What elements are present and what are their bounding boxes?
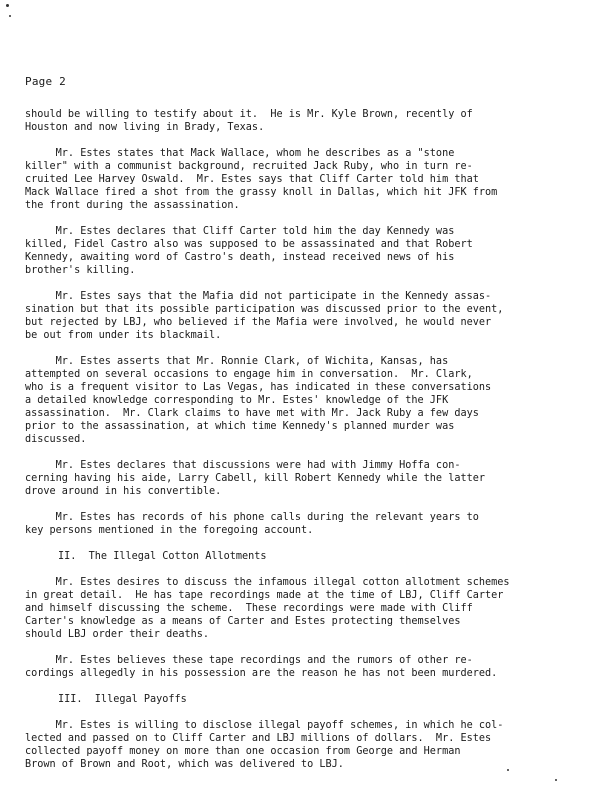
heading-text: II. The Illegal Cotton Allotments <box>58 551 267 562</box>
text-line: collected payoff money on more than one occasion from George and Herman <box>25 746 461 757</box>
paragraph <box>25 719 504 771</box>
text-line: in great detail. He has tape recordings made at the time of LBJ, Cliff Carter <box>25 590 504 601</box>
text-line: cordings allegedly in his possession are the reason he has not been murdered. <box>25 668 498 679</box>
scan-speck <box>6 4 9 7</box>
text-line: and himself discussing the scheme. These recordings were made with Cliff <box>25 603 473 614</box>
text-line: cerning having his aide, Larry Cabell, kill Robert Kennedy while the latter <box>25 473 486 484</box>
paragraph-gap <box>25 706 495 719</box>
text-line: brother's killing. <box>25 265 136 276</box>
text-line: Carter's knowledge as a means of Carter and Estes protecting themselves <box>25 616 461 627</box>
text-line: but rejected by LBJ, who believed if the Mafia were involved, he would never <box>25 317 492 328</box>
paragraph <box>25 654 498 680</box>
text-line: attempted on several occasions to engage him in conversation. Mr. Clark, <box>25 369 473 380</box>
text-line: discussed. <box>25 434 87 445</box>
paragraph <box>25 225 495 277</box>
text-line: a detailed knowledge corresponding to Mr. Estes' knowledge of the JFK <box>25 395 449 406</box>
text-line: should LBJ order their deaths. <box>25 629 210 640</box>
paragraph <box>25 511 495 537</box>
text-line: killer" with a communist background, recruited Jack Ruby, who in turn re- <box>25 161 473 172</box>
text-line: Mr. Estes states that Mack Wallace, whom he describes as a "stone <box>25 148 455 159</box>
text-line: Mr. Estes says that the Mafia did not participate in the Kennedy assas- <box>25 291 492 302</box>
text-line: killed, Fidel Castro also was supposed to be assassinated and that Robert <box>25 239 473 250</box>
page-number: Page 2 <box>25 75 66 88</box>
paragraph-gap <box>25 212 495 225</box>
text-line: Houston and now living in Brady, Texas. <box>25 122 265 133</box>
text-line: cruited Lee Harvey Oswald. Mr. Estes says that Cliff Carter told him that <box>25 174 479 185</box>
paragraph-gap <box>25 680 495 693</box>
paragraph <box>25 147 498 212</box>
text-line: Mr. Estes declares that Cliff Carter told him the day Kennedy was <box>25 226 455 237</box>
scan-speck <box>9 15 11 17</box>
text-line: who is a frequent visitor to Las Vegas, has indicated in these conversations <box>25 382 492 393</box>
paragraph-gap <box>25 563 495 576</box>
text-line: Brown of Brown and Root, which was delivered to LBJ. <box>25 759 344 770</box>
paragraph <box>25 355 495 446</box>
text-line: prior to the assassination, at which time Kennedy's planned murder was <box>25 421 455 432</box>
scan-speck <box>507 769 509 771</box>
section-heading <box>25 550 495 563</box>
paragraph-gap <box>25 277 495 290</box>
document-body <box>25 108 510 771</box>
text-line: drove around in his convertible. <box>25 486 222 497</box>
text-line: Mr. Estes has records of his phone calls during the relevant years to <box>25 512 479 523</box>
text-line: Mr. Estes asserts that Mr. Ronnie Clark, of Wichita, Kansas, has <box>25 356 449 367</box>
paragraph-gap <box>25 134 495 147</box>
text-line: be out from under its blackmail. <box>25 330 222 341</box>
text-line: sination but that its possible participation was discussed prior to the event, <box>25 304 504 315</box>
paragraph-gap <box>25 446 495 459</box>
text-line: Mr. Estes declares that discussions were had with Jimmy Hoffa con- <box>25 460 461 471</box>
text-line: key persons mentioned in the foregoing account. <box>25 525 314 536</box>
paragraph <box>25 576 510 641</box>
paragraph-gap <box>25 498 495 511</box>
scan-speck <box>555 779 557 781</box>
paragraph-gap <box>25 342 495 355</box>
paragraph <box>25 459 495 498</box>
section-heading <box>25 693 495 706</box>
text-line: Mr. Estes desires to discuss the infamous illegal cotton allotment schemes <box>25 577 510 588</box>
paragraph <box>25 290 504 342</box>
text-line: Mack Wallace fired a shot from the grassy knoll in Dallas, which hit JFK from <box>25 187 498 198</box>
paragraph <box>25 108 495 134</box>
text-line: should be willing to testify about it. He is Mr. Kyle Brown, recently of <box>25 109 473 120</box>
text-line: Mr. Estes is willing to disclose illegal payoff schemes, in which he col- <box>25 720 504 731</box>
paragraph-gap <box>25 641 495 654</box>
text-line: lected and passed on to Cliff Carter and LBJ millions of dollars. Mr. Estes <box>25 733 492 744</box>
text-line: the front during the assassination. <box>25 200 240 211</box>
text-line: assassination. Mr. Clark claims to have met with Mr. Jack Ruby a few days <box>25 408 479 419</box>
paragraph-gap <box>25 537 495 550</box>
text-line: Kennedy, awaiting word of Castro's death, instead received news of his <box>25 252 455 263</box>
text-line: Mr. Estes believes these tape recordings and the rumors of other re- <box>25 655 473 666</box>
heading-text: III. Illegal Payoffs <box>58 694 187 705</box>
